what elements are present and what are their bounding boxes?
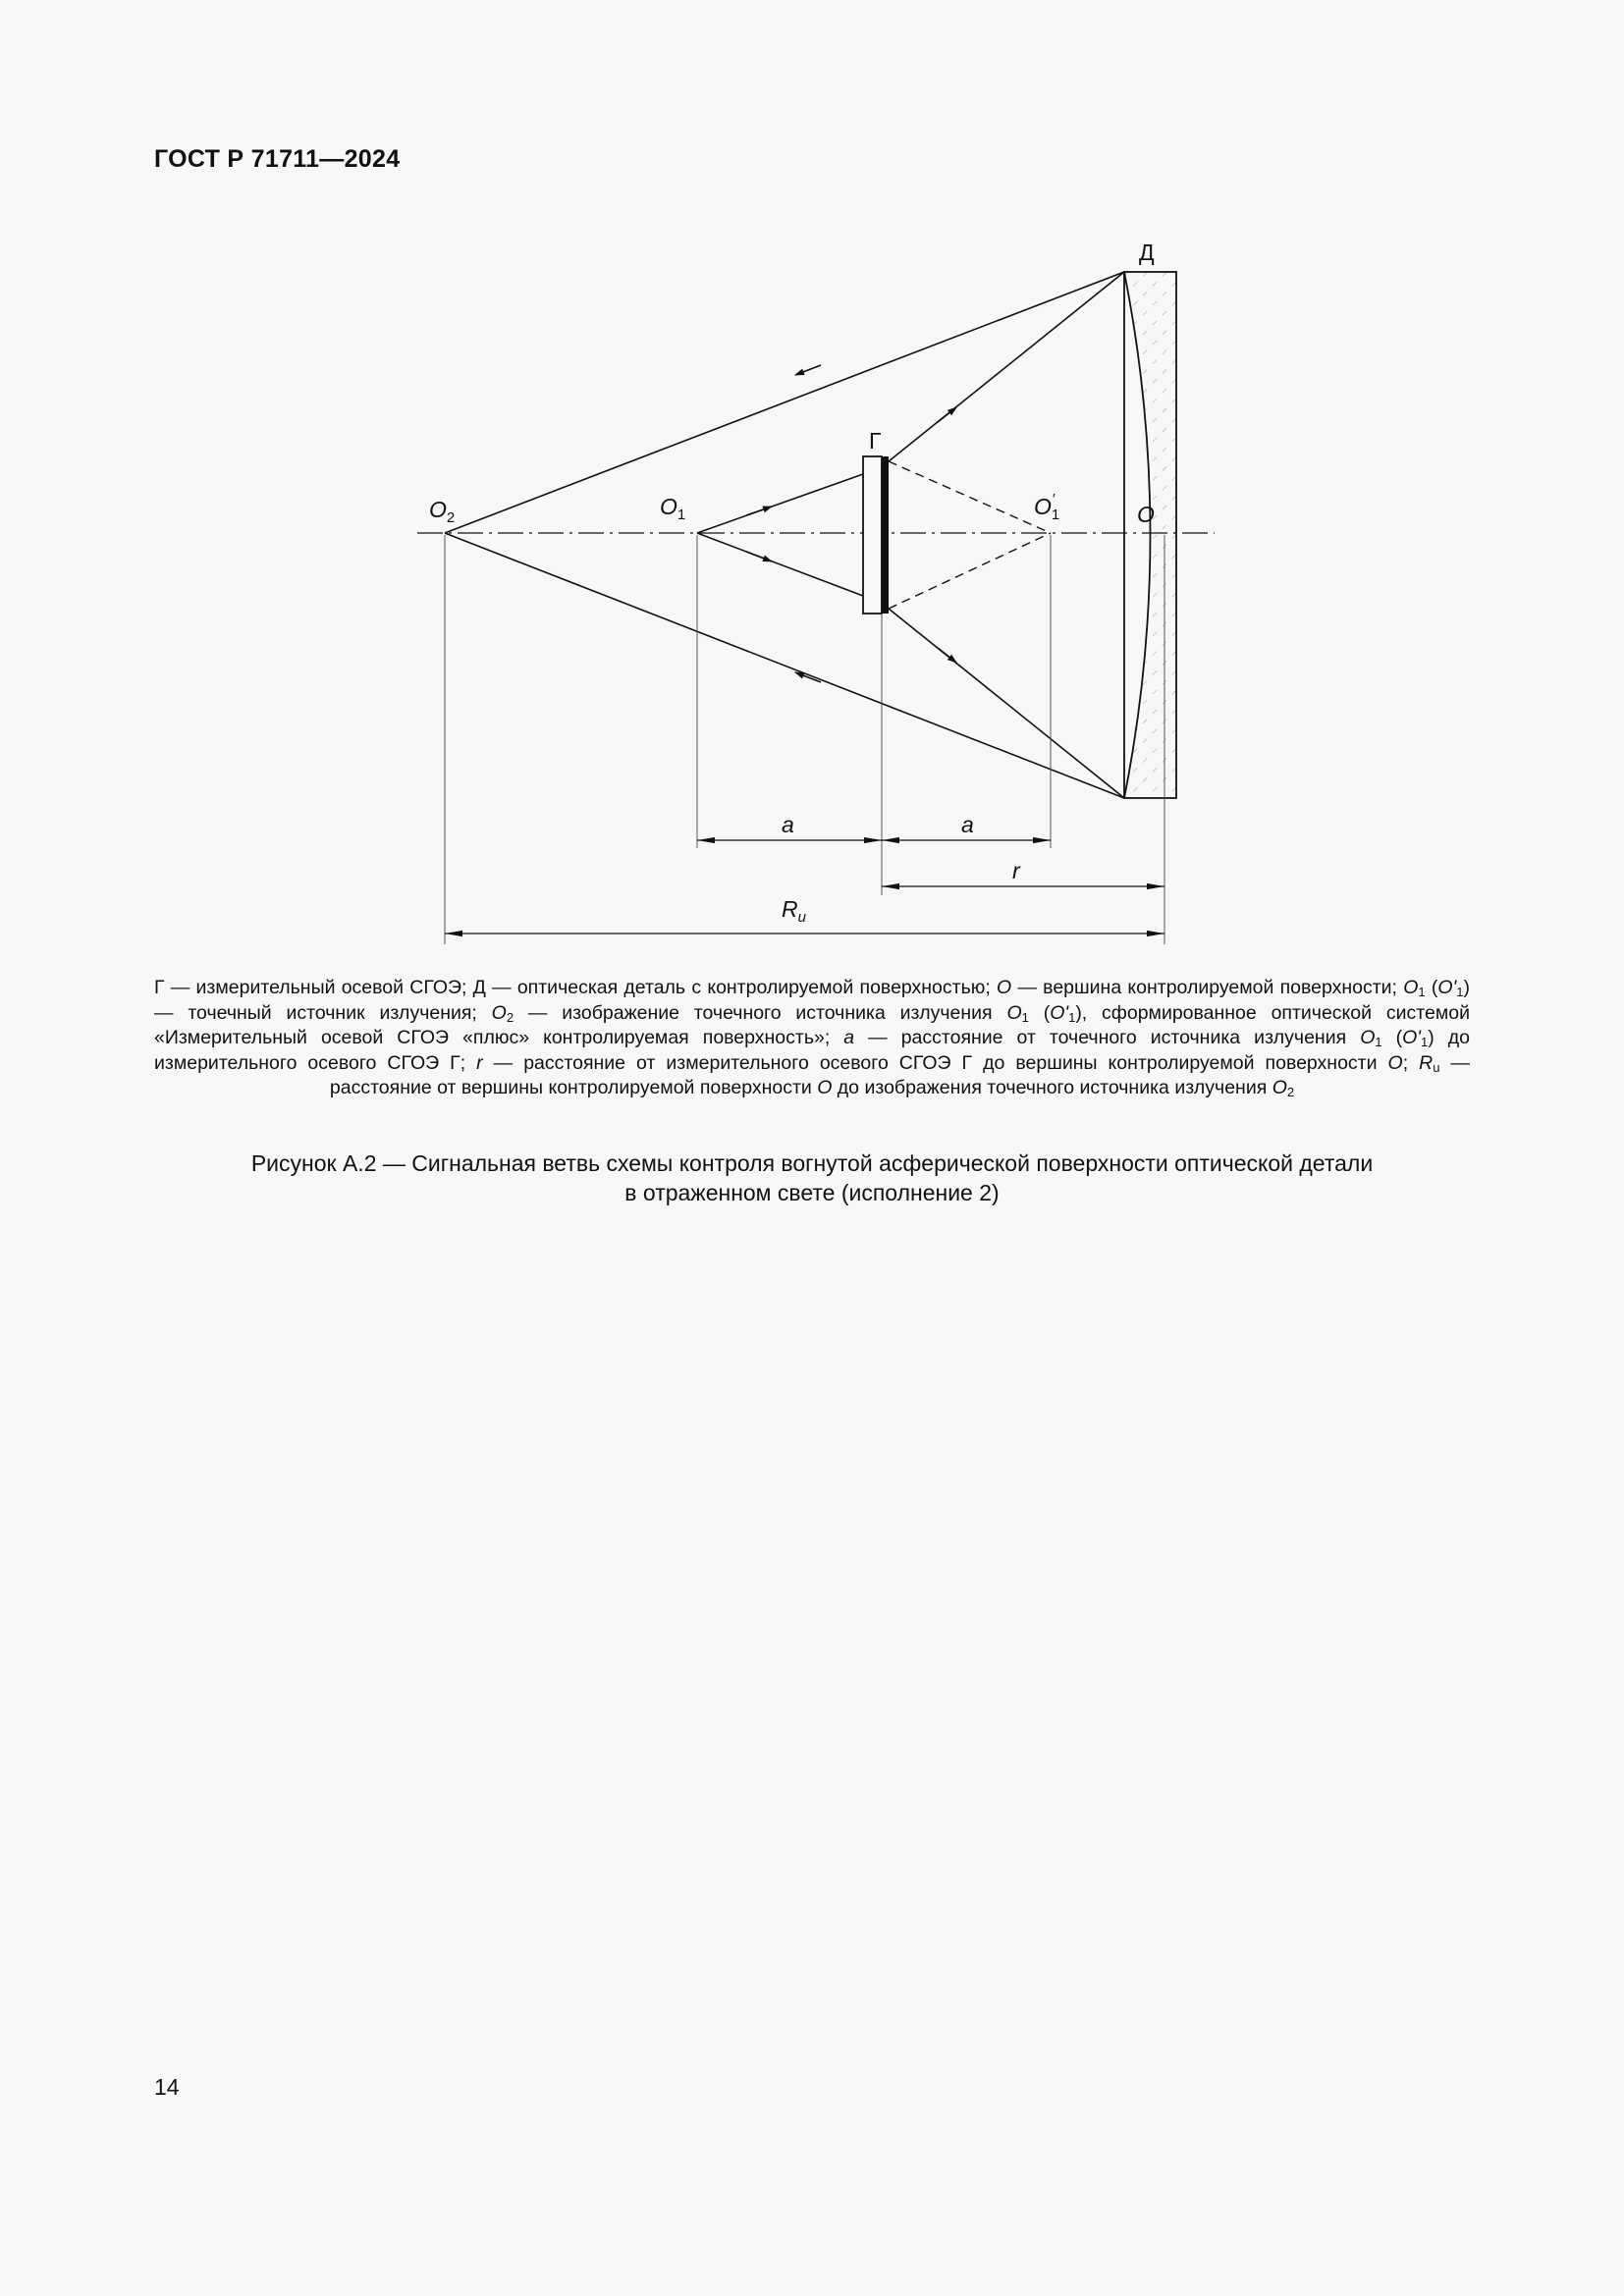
caption-line-1: Рисунок А.2 — Сигнальная ветвь схемы контроля вогнутой асферической поверхности оптической детали — [250, 1150, 1374, 1176]
optical-scheme-diagram — [0, 0, 1624, 962]
label-ru: $R_u$ — [782, 896, 806, 926]
label-o2: $O_2$ — [429, 497, 456, 526]
caption-line-2: в отраженном свете (исполнение 2) — [624, 1180, 1000, 1205]
figure-caption — [154, 1148, 1470, 1207]
label-vertex-o: O — [1137, 502, 1155, 527]
page-number: 14 — [154, 2074, 180, 2100]
label-a-right: a — [961, 812, 974, 837]
label-o1-prime: $O_1'$ — [1034, 491, 1060, 523]
optical-detail-d — [1124, 272, 1176, 798]
label-gauge: Г — [869, 428, 882, 454]
label-o1: $O_1$ — [660, 494, 686, 523]
document-header: ГОСТ Р 71711—2024 — [154, 145, 401, 173]
figure-legend: Г — измерительный осевой СГОЭ; Д — оптическая деталь с контролируемой поверхностью; O — вершина контролируемой поверхности; $O_1$ $(O'_1)$ — точечный источник излучения; $O_2$ — изображение точечного источника излучения $O_1$ $(O'_1)$, сформированное оптической системой «Измерительный осевой СГОЭ «плюс» контролируемая поверхность»; a — расстояние от точечного источника излучения $O_1$ $(O'_1)$ до измерительного осевого СГОЭ Г; r — расстояние от измерительного осевого СГОЭ Г до вершины контролируемой поверхности O; $R_u$ — расстояние от вершины контролируемой поверхности O до изображения точечного источника излучения $O_2$ — [154, 977, 1470, 1099]
label-a-left: a — [782, 812, 794, 837]
measuring-element-g — [863, 456, 889, 614]
label-detail: Д — [1139, 240, 1155, 265]
label-r: r — [1012, 858, 1020, 883]
